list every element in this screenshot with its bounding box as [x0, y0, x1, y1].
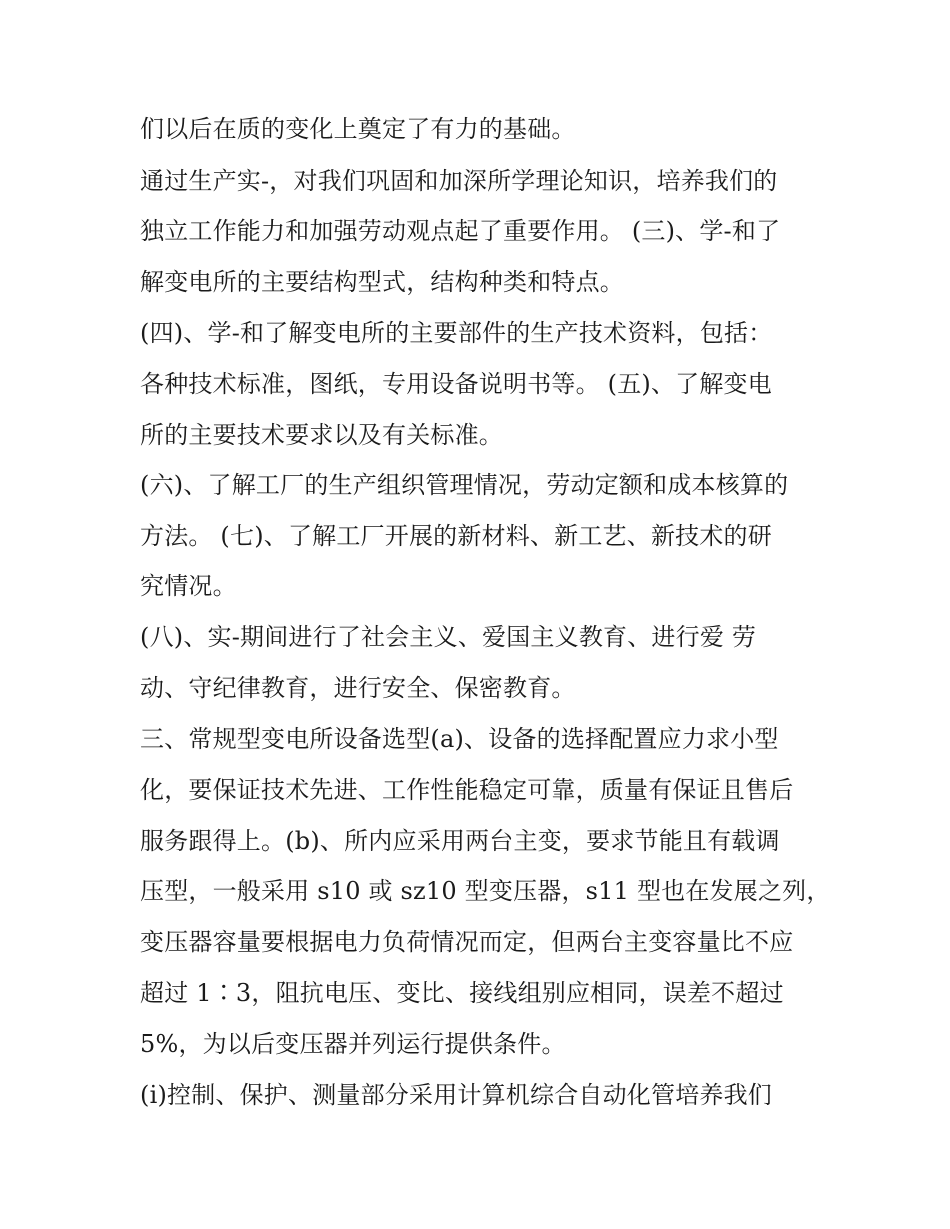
text-line: 究情况。 — [140, 572, 237, 600]
text-line: 三、常规型变电所设备选型(a)、设备的选择配置应力求小型 — [140, 725, 779, 753]
text-line: 化，要保证技术先进、工作性能稳定可靠，质量有保证且售后 — [140, 776, 794, 804]
text-line: 5%，为以后变压器并列运行提供条件。 — [140, 1030, 566, 1058]
text-line: (六)、了解工厂的生产组织管理情况，劳动定额和成本核算的 — [140, 471, 789, 499]
text-line: 解变电所的主要结构型式，结构种类和特点。 — [140, 268, 624, 296]
text-line: (四)、学-和了解变电所的主要部件的生产技术资料，包括： — [140, 319, 773, 347]
text-line: (i)控制、保护、测量部分采用计算机综合自动化管培养我们 — [140, 1081, 773, 1109]
text-line: 所的主要技术要求以及有关标准。 — [140, 421, 503, 449]
text-line: 方法。 (七)、了解工厂开展的新材料、新工艺、新技术的研 — [140, 522, 772, 550]
text-line: (八)、实-期间进行了社会主义、爱国主义教育、进行爱 劳 — [140, 623, 757, 651]
text-line: 压型，一般采用 s10 或 sz10 型变压器，s11 型也在发展之列， — [140, 877, 831, 905]
text-line: 们以后在质的变化上奠定了有力的基础。 — [140, 115, 576, 143]
text-line: 通过生产实-，对我们巩固和加深所学理论知识，培养我们的 — [140, 167, 778, 195]
text-line: 动、守纪律教育，进行安全、保密教育。 — [140, 674, 576, 702]
text-line: 独立工作能力和加强劳动观点起了重要作用。 (三)、学-和了 — [140, 217, 781, 245]
text-line: 超过 1∶3，阻抗电压、变比、接线组别应相同，误差不超过 — [140, 979, 784, 1007]
text-line: 各种技术标准，图纸，专用设备说明书等。 (五)、了解变电 — [140, 370, 772, 398]
text-line: 服务跟得上。(b)、所内应采用两台主变，要求节能且有载调 — [140, 827, 780, 855]
text-line: 变压器容量要根据电力负荷情况而定，但两台主变容量比不应 — [140, 928, 794, 956]
